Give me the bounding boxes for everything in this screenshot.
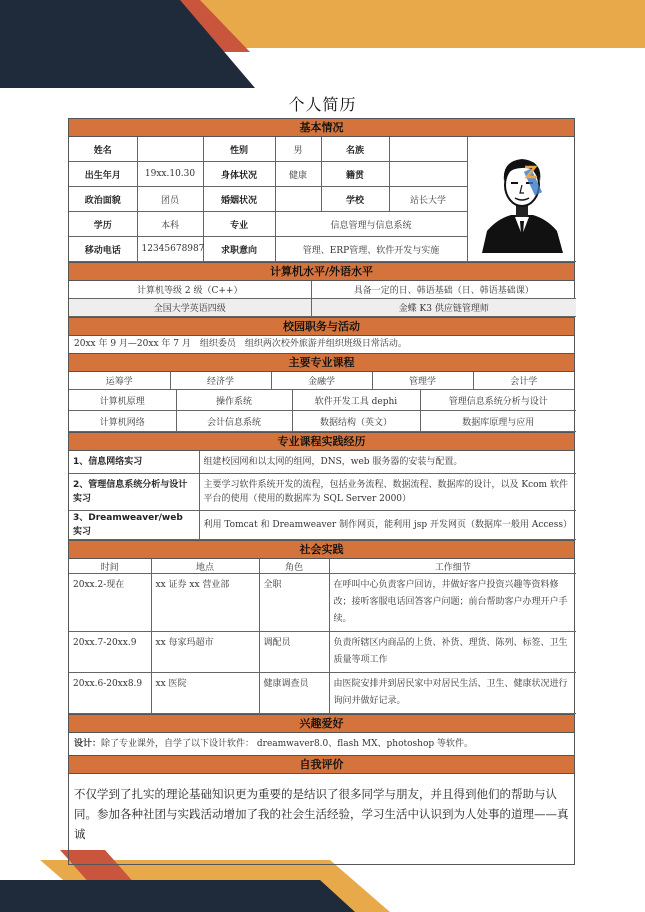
course-item: 会计信息系统 (176, 411, 292, 432)
course-item: 运筹学 (69, 372, 170, 390)
ethnic-value (389, 137, 467, 162)
social-table (69, 559, 576, 714)
school-value: 站长大学 (389, 187, 467, 212)
school-label: 学校 (321, 187, 389, 212)
marital-value (275, 187, 321, 212)
skill-language: 具备一定的日、韩语基础（日、韩语基础课） (311, 281, 576, 299)
campus-activity: 20xx 年 9 月—20xx 年 7 月 组织委员 组织两次校外旅游并组织班级日常活动。 (69, 336, 574, 354)
skill-english: 全国大学英语四级 (69, 299, 311, 317)
course-item: 数据库原理与应用 (420, 411, 576, 432)
social-role: 健康调查员 (259, 673, 329, 714)
political-label: 政治面貌 (69, 187, 137, 212)
social-time: 20xx.6-20xx8.9 (69, 673, 151, 714)
course-item: 会计学 (473, 372, 574, 390)
section-basic: 基本情况 (69, 119, 574, 137)
course-item: 管理学 (372, 372, 473, 390)
social-detail: 在呼叫中心负责客户回访，井做好客户投资兴趣等资料修改；接听客服电话回答客户问题；前台帮助客户办理开户手续。 (329, 574, 576, 632)
social-header-place: 地点 (151, 559, 259, 574)
project-name: 3、Dreamweaver/web 实习 (69, 511, 199, 540)
health-value: 健康 (275, 162, 321, 187)
social-place: xx 医院 (151, 673, 259, 714)
gender-label: 性别 (203, 137, 275, 162)
social-detail: 负责所辖区内商品的上货、补货、理货、陈列、标签、卫生质量等项工作 (329, 632, 576, 673)
social-role: 调配员 (259, 632, 329, 673)
course-item: 数据结构（英文） (292, 411, 420, 432)
section-projects: 专业课程实践经历 (69, 432, 574, 451)
project-name: 2、管理信息系统分析与设计实习 (69, 474, 199, 511)
major-value: 信息管理与信息系统 (275, 212, 467, 237)
hobby-label: 设计： (74, 739, 102, 749)
intent-label: 求职意向 (203, 237, 275, 262)
phone-label: 移动电话 (69, 237, 137, 262)
table-row (69, 451, 576, 474)
social-time: 20xx.2-现在 (69, 574, 151, 632)
section-courses: 主要专业课程 (69, 354, 574, 372)
edu-label: 学历 (69, 212, 137, 237)
social-header-detail: 工作细节 (329, 559, 576, 574)
ethnic-label: 名族 (321, 137, 389, 162)
major-label: 专业 (203, 212, 275, 237)
table-row (69, 511, 576, 540)
social-detail: 由医院安排并到居民家中对居民生活、卫生、健康状况进行询问并做好记录。 (329, 673, 576, 714)
origin-value (389, 162, 467, 187)
hobby-row (69, 733, 574, 756)
top-decoration (0, 0, 645, 88)
resume-table (68, 118, 575, 865)
skills-table (69, 281, 576, 317)
project-desc: 利用 Tomcat 和 Dreamweaver 制作网页，能利用 jsp 开发网页（数据库一般用 Access） (199, 511, 576, 540)
social-role: 全职 (259, 574, 329, 632)
section-self-eval: 自我评价 (69, 756, 574, 774)
courses-table-row1 (69, 372, 574, 390)
social-time: 20xx.7-20xx.9 (69, 632, 151, 673)
course-item: 金融学 (271, 372, 372, 390)
intent-value: 管理、ERP管理、软件开发与实施 (275, 237, 467, 262)
courses-table-rows (69, 390, 576, 432)
course-item: 计算机原理 (69, 390, 176, 411)
origin-label: 籍贯 (321, 162, 389, 187)
self-eval-text: 不仅学到了扎实的理论基础知识更为重要的是结识了很多同学与朋友，并且得到他们的帮助与认同。参加各种社团与实践活动增加了我的社会生活经验，学习生活中认识到为人处事的道理——真诚 (74, 787, 569, 841)
table-row (69, 574, 576, 632)
course-item: 管理信息系统分析与设计 (420, 390, 576, 411)
health-label: 身体状况 (203, 162, 275, 187)
gender-value: 男 (275, 137, 321, 162)
section-campus: 校园职务与活动 (69, 317, 574, 336)
page-title: 个人简历 (288, 95, 357, 114)
name-value (137, 137, 203, 162)
marital-label: 婚姻状况 (203, 187, 275, 212)
table-row (69, 474, 576, 511)
section-hobby: 兴趣爱好 (69, 714, 574, 733)
section-social: 社会实践 (69, 540, 574, 559)
name-label: 姓名 (69, 137, 137, 162)
course-item: 软件开发工具 dephi (292, 390, 420, 411)
table-row (69, 673, 576, 714)
edu-value: 本科 (137, 212, 203, 237)
phone-value: 12345678987 (137, 237, 203, 262)
hobby-text: 除了专业课外，自学了以下设计软件： dreamwaver8.0、flash MX、photoshop 等软件。 (101, 739, 473, 749)
portrait-photo-icon (477, 143, 567, 253)
table-row (69, 632, 576, 673)
birth-value: 19xx.10.30 (137, 162, 203, 187)
social-place: xx 证券 xx 营业部 (151, 574, 259, 632)
skill-certificate: 金蝶 K3 供应链管理师 (311, 299, 576, 317)
political-value: 团员 (137, 187, 203, 212)
social-header-time: 时间 (69, 559, 151, 574)
project-desc: 主要学习软件系统开发的流程，包括业务流程、数据流程、数据库的设计，以及 Kcom 软件平台的使用（使用的数据库为 SQL Server 2000） (199, 474, 576, 511)
skill-computer-level: 计算机等级 2 级（C++） (69, 281, 311, 299)
project-name: 1、信息网络实习 (69, 451, 199, 474)
projects-table (69, 451, 576, 540)
birth-label: 出生年月 (69, 162, 137, 187)
photo-cell (467, 137, 576, 262)
section-skills: 计算机水平/外语水平 (69, 262, 574, 281)
basic-info-table (69, 137, 576, 262)
course-item: 经济学 (170, 372, 271, 390)
project-desc: 组建校园网和以太网的组网，DNS，web 服务器的安装与配置。 (199, 451, 576, 474)
social-header-role: 角色 (259, 559, 329, 574)
course-item: 操作系统 (176, 390, 292, 411)
course-item: 计算机网络 (69, 411, 176, 432)
social-place: xx 每家玛超市 (151, 632, 259, 673)
